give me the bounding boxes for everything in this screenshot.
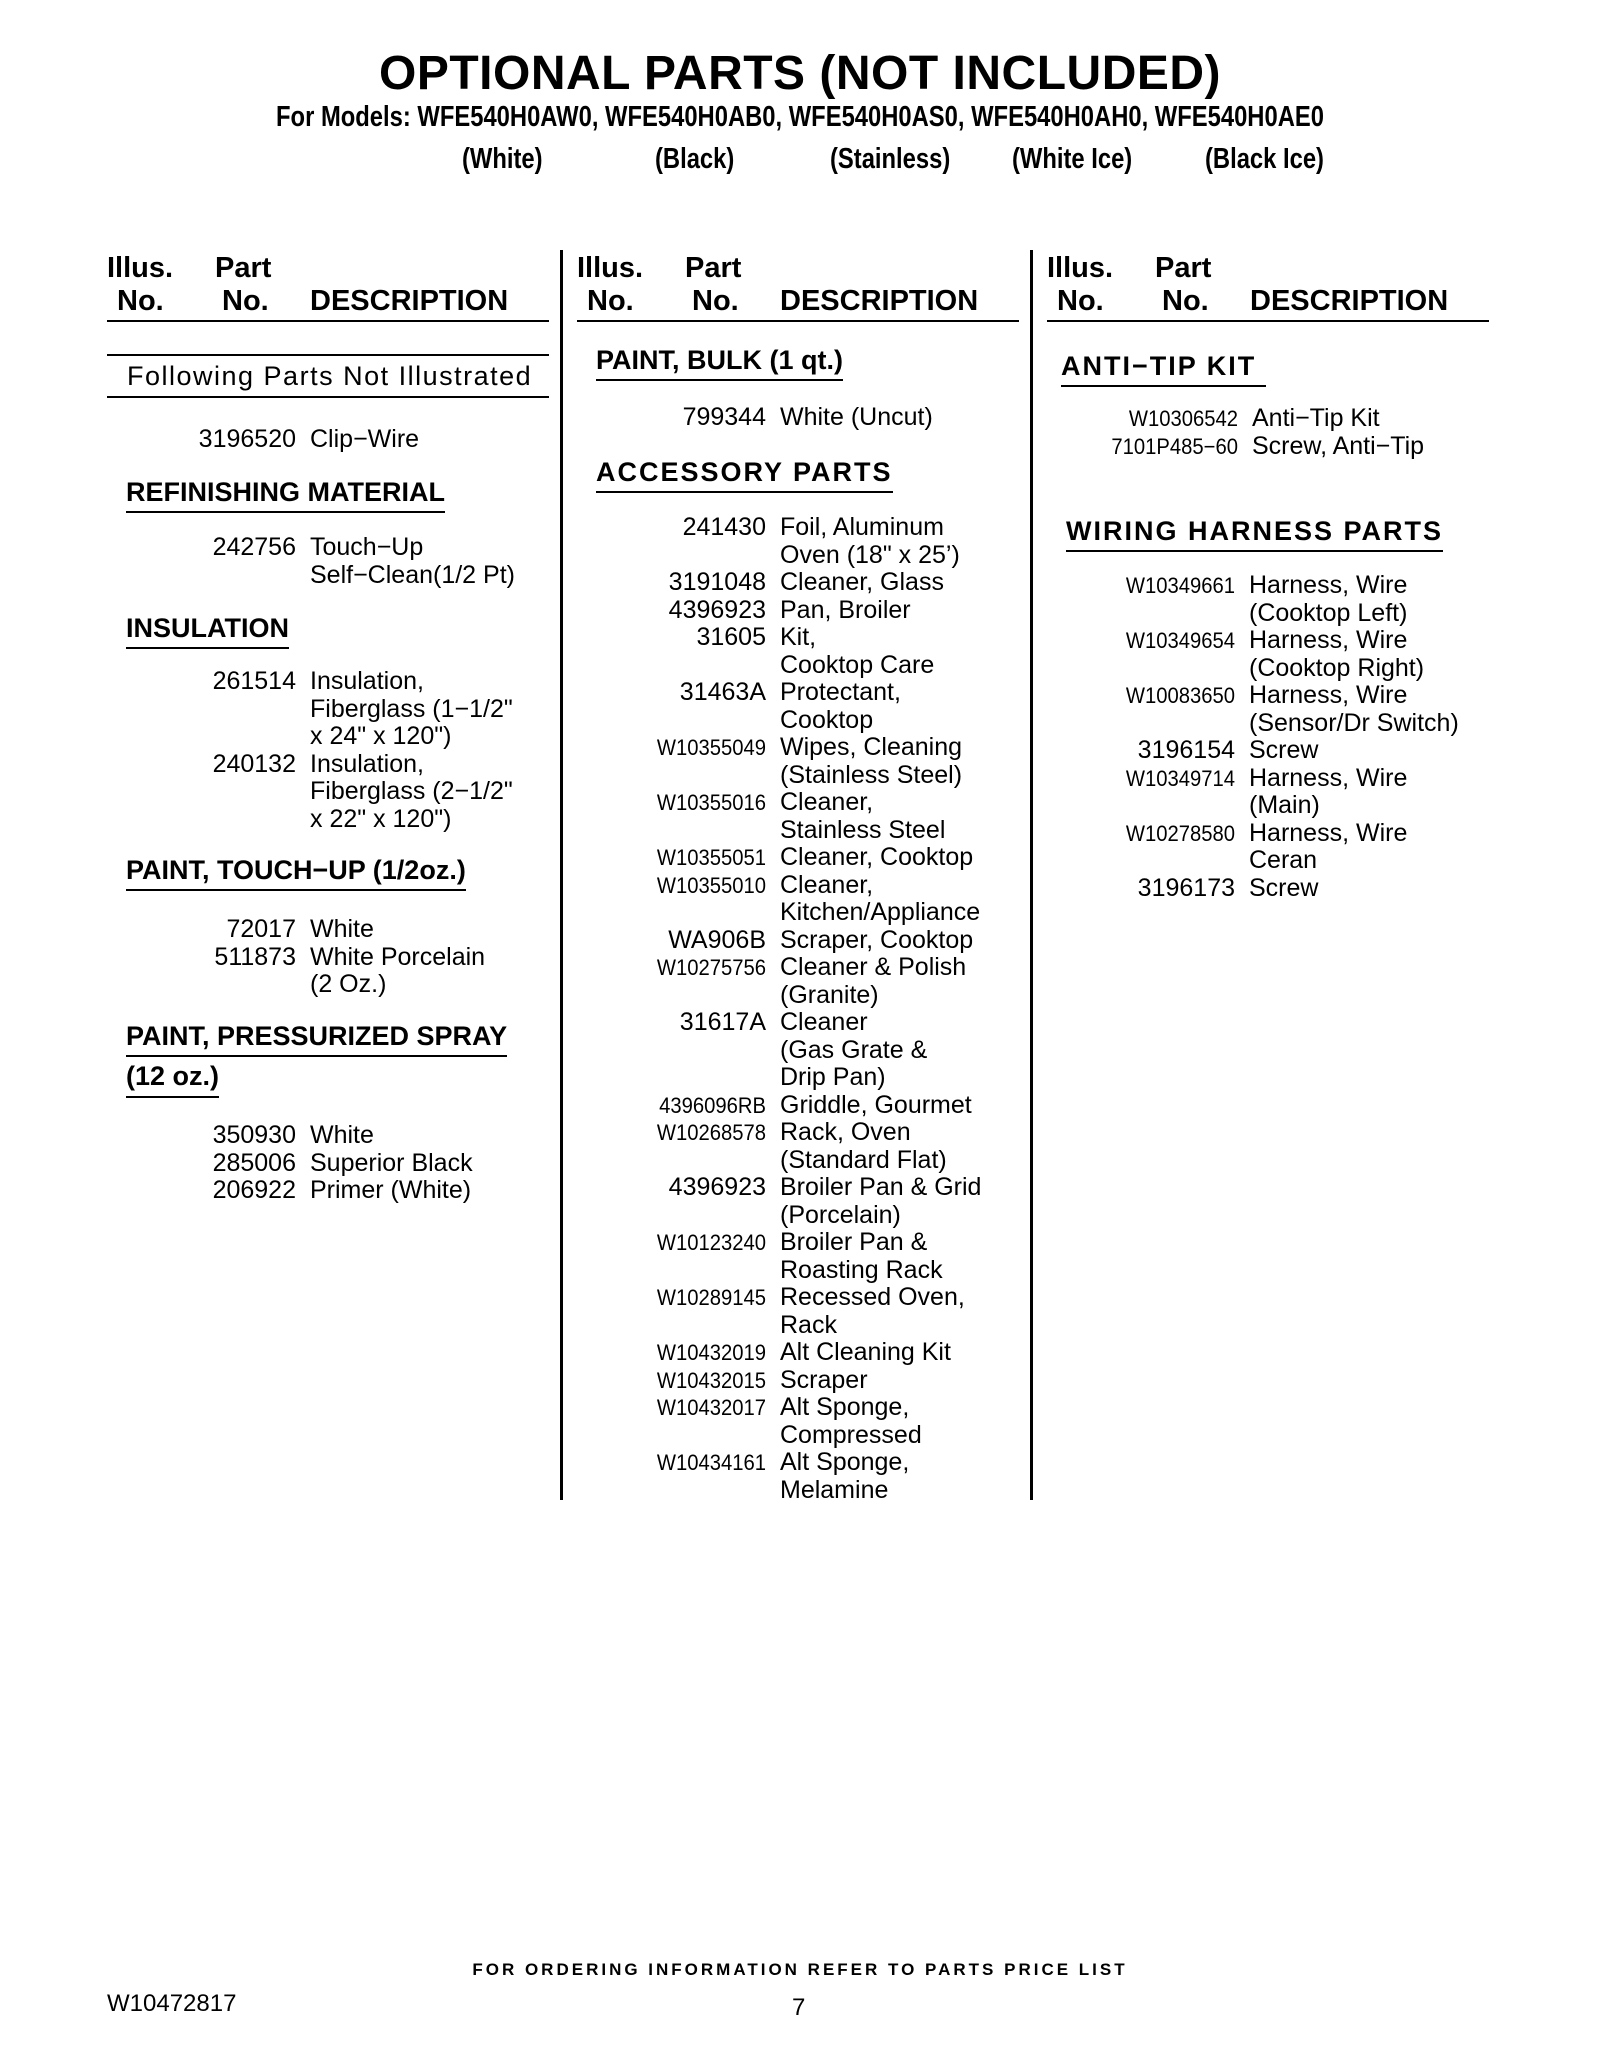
column-divider — [560, 250, 563, 1500]
part-description — [1249, 737, 1318, 765]
variant-stainless: (Stainless) — [830, 143, 951, 175]
part-number: 206922 — [212, 1176, 296, 1204]
not-illustrated-heading: Following Parts Not Illustrated — [107, 354, 549, 398]
part-row — [577, 1119, 981, 1174]
part-description — [780, 1009, 927, 1092]
model-variants — [400, 143, 1400, 179]
description-line: Drip Pan) — [780, 1063, 886, 1091]
document-number: W10472817 — [107, 1990, 237, 2017]
part-number: 4396923 — [668, 595, 766, 624]
description-line: Stainless Steel — [780, 815, 946, 844]
part-description — [1249, 682, 1459, 737]
description-line: Cleaner, — [780, 870, 874, 899]
description-line: Rack, Oven — [780, 1118, 911, 1146]
page-number: 7 — [792, 1994, 806, 2021]
part-row — [577, 569, 981, 597]
ordering-note: FOR ORDERING INFORMATION REFER TO PARTS PRICE LIST — [472, 1960, 1128, 1979]
description-line: Insulation, — [310, 667, 424, 695]
part-description — [1249, 820, 1407, 875]
section-title: PAINT, BULK (1 qt.) — [596, 344, 843, 381]
part-number: 31463A — [679, 678, 766, 706]
description-line: Roasting Rack — [780, 1255, 943, 1284]
description-line: Oven (18" x 25’) — [780, 540, 960, 569]
description-line: (Cooktop Right) — [1249, 653, 1425, 682]
part-row — [577, 1092, 981, 1120]
header-illus: Illus. — [107, 252, 174, 284]
description-line: Scraper, Cooktop — [780, 925, 974, 954]
part-description — [780, 1394, 922, 1449]
part-description — [780, 1229, 943, 1284]
column-2 — [577, 250, 1019, 1504]
header-illus: Illus. — [577, 252, 644, 284]
part-description — [780, 514, 960, 569]
part-description — [780, 1339, 951, 1367]
part-description — [780, 789, 945, 844]
header-illus: Illus. — [1047, 252, 1114, 284]
description-line: Protectant, — [780, 678, 901, 706]
part-description — [310, 426, 419, 454]
description-line: Kit, — [780, 623, 817, 651]
description-line: Fiberglass (2−1/2" — [310, 777, 513, 805]
part-description — [780, 569, 944, 597]
part-row — [577, 1367, 981, 1395]
part-number: W10355010 — [656, 872, 766, 898]
description-line: (Main) — [1249, 791, 1320, 819]
page-title: OPTIONAL PARTS (NOT INCLUDED) — [378, 47, 1222, 100]
part-row — [1047, 737, 1459, 765]
part-row — [107, 1150, 473, 1178]
part-row — [1047, 875, 1459, 903]
part-number: 350930 — [212, 1121, 296, 1149]
part-description — [1249, 572, 1407, 627]
description-line: Harness, Wire — [1249, 681, 1408, 709]
insulation-list — [107, 668, 513, 833]
column-header — [577, 250, 1019, 322]
part-row — [1047, 572, 1459, 627]
part-number: W10278580 — [1125, 820, 1235, 846]
part-number: 31605 — [696, 623, 766, 651]
section-title: INSULATION — [126, 612, 289, 649]
header-part: Part — [685, 252, 742, 284]
part-row — [107, 916, 485, 944]
part-number: W10355051 — [656, 845, 766, 870]
part-description — [780, 624, 934, 679]
description-line: Ceran — [1249, 846, 1318, 874]
part-row — [577, 624, 981, 679]
part-row — [577, 1009, 981, 1092]
variant-black-ice: (Black Ice) — [1205, 143, 1324, 175]
part-number: 4396923 — [668, 1173, 766, 1201]
part-row — [107, 751, 513, 834]
description-line: Melamine — [780, 1475, 889, 1504]
part-number: 4396096RB — [659, 1092, 766, 1118]
part-number: 285006 — [212, 1148, 296, 1177]
part-description — [780, 679, 901, 734]
column-header — [107, 250, 549, 322]
header-illus-no: No. — [117, 285, 164, 317]
loose-parts-list — [107, 426, 419, 454]
part-number: 72017 — [226, 915, 296, 943]
part-description — [310, 1177, 471, 1205]
part-number: 240132 — [212, 749, 296, 778]
description-line: Insulation, — [310, 749, 424, 778]
description-line: Cooktop — [780, 705, 874, 734]
description-line: Cleaner, Cooktop — [780, 843, 974, 871]
description-line: Fiberglass (1−1/2" — [310, 694, 513, 723]
part-number: 242756 — [212, 533, 296, 561]
header-description: DESCRIPTION — [780, 285, 979, 317]
refinishing-list — [107, 534, 515, 589]
description-line: Cleaner, — [780, 788, 874, 816]
part-number: 7101P485−60 — [1111, 433, 1238, 459]
part-number: W10275756 — [656, 955, 766, 980]
part-row — [1047, 765, 1459, 820]
description-line: Foil, Aluminum — [780, 513, 944, 541]
part-number: W10355016 — [656, 790, 766, 815]
part-row — [1047, 820, 1459, 875]
header-part-no: No. — [1162, 285, 1209, 317]
column-header — [1047, 250, 1489, 322]
description-line: Cooktop Care — [780, 650, 935, 679]
part-row — [577, 872, 981, 927]
part-description — [780, 927, 973, 955]
description-line: (Granite) — [780, 980, 879, 1009]
description-line: Screw — [1249, 736, 1319, 764]
part-description — [310, 1150, 473, 1178]
part-row — [107, 1122, 473, 1150]
bulk-list — [577, 404, 933, 432]
part-description — [780, 1449, 909, 1504]
part-row — [577, 1284, 981, 1339]
header-part: Part — [1155, 252, 1212, 284]
part-number: W10289145 — [656, 1285, 766, 1310]
description-line: (Cooktop Left) — [1249, 598, 1408, 627]
description-line: White — [310, 915, 374, 943]
antitip-list — [1047, 405, 1424, 460]
column-3 — [1047, 250, 1489, 902]
description-line: (Stainless Steel) — [780, 760, 963, 789]
part-description — [780, 1284, 965, 1339]
description-line: Cleaner, Glass — [780, 568, 944, 596]
description-line: Harness, Wire — [1249, 626, 1408, 654]
description-line: Touch−Up — [310, 533, 424, 561]
part-number: W10083650 — [1125, 683, 1235, 708]
part-number: W10349654 — [1125, 628, 1235, 653]
description-line: Alt Sponge, — [780, 1448, 910, 1476]
description-line: (Porcelain) — [780, 1200, 901, 1229]
part-number: W10432015 — [656, 1367, 766, 1393]
part-row — [107, 1177, 473, 1205]
description-line: Wipes, Cleaning — [780, 733, 963, 761]
section-title: PAINT, TOUCH−UP (1/2oz.) — [126, 854, 466, 891]
part-number: W10268578 — [656, 1120, 766, 1145]
part-row — [577, 597, 981, 625]
part-number: 3196154 — [1137, 736, 1235, 764]
part-number: W10434161 — [656, 1450, 766, 1475]
refinishing-section — [126, 476, 445, 513]
part-description — [780, 597, 911, 625]
spray-section — [126, 1020, 507, 1098]
part-description — [310, 1122, 374, 1150]
part-description — [1249, 875, 1318, 903]
description-line: White Porcelain — [310, 942, 486, 971]
part-number: 511873 — [214, 942, 296, 971]
accessory-list — [577, 514, 981, 1504]
touchup-list — [107, 916, 485, 999]
insulation-section — [126, 612, 289, 649]
part-row — [107, 944, 485, 999]
column-1 — [107, 250, 549, 1204]
description-line: Broiler Pan & Grid — [780, 1173, 982, 1201]
description-line: Broiler Pan & — [780, 1228, 928, 1256]
part-number: W10349714 — [1125, 765, 1235, 791]
description-line: Clip−Wire — [310, 425, 420, 453]
description-line: Cleaner & Polish — [780, 953, 967, 981]
part-row — [577, 927, 981, 955]
column-divider — [1030, 250, 1033, 1500]
variant-white: (White) — [462, 143, 543, 175]
part-row — [577, 954, 981, 1009]
description-line: Harness, Wire — [1249, 818, 1408, 847]
part-number: W10432017 — [656, 1395, 766, 1420]
header-part-no: No. — [692, 285, 739, 317]
part-row — [577, 1449, 981, 1504]
part-description — [1249, 627, 1424, 682]
description-line: Rack — [780, 1310, 837, 1339]
part-description — [1252, 433, 1424, 461]
part-number: W10349661 — [1125, 573, 1235, 598]
part-row — [577, 1339, 981, 1367]
variant-white-ice: (White Ice) — [1012, 143, 1133, 175]
description-line: (2 Oz.) — [310, 970, 387, 998]
part-description — [310, 534, 515, 589]
description-line: (Standard Flat) — [780, 1145, 947, 1174]
part-description — [780, 954, 966, 1009]
description-line: Kitchen/Appliance — [780, 898, 981, 926]
header-part: Part — [215, 252, 272, 284]
part-row — [107, 426, 419, 454]
not-illustrated-section — [107, 354, 549, 398]
antitip-section — [1061, 350, 1266, 387]
header-description: DESCRIPTION — [310, 285, 509, 317]
part-number: W10123240 — [656, 1230, 766, 1255]
header-part-no: No. — [222, 285, 269, 317]
part-row — [577, 1174, 981, 1229]
description-line: x 22" x 120") — [310, 804, 452, 833]
wiring-section — [1066, 515, 1443, 552]
description-line: White — [310, 1121, 374, 1149]
description-line: (Sensor/Dr Switch) — [1249, 708, 1459, 737]
section-title-line2: (12 oz.) — [126, 1060, 219, 1097]
section-title: REFINISHING MATERIAL — [126, 476, 445, 513]
spray-list — [107, 1122, 473, 1205]
description-line: Primer (White) — [310, 1176, 472, 1204]
description-line: Harness, Wire — [1249, 763, 1408, 792]
section-title: ACCESSORY PARTS — [596, 456, 893, 493]
part-number: W10355049 — [656, 735, 766, 760]
header-description: DESCRIPTION — [1250, 285, 1449, 317]
part-number: 799344 — [682, 403, 766, 431]
description-line: Screw, Anti−Tip — [1252, 431, 1425, 460]
part-row — [577, 679, 981, 734]
part-description — [310, 944, 485, 999]
section-title: ANTI−TIP KIT — [1061, 350, 1266, 387]
part-number: W10432019 — [656, 1340, 766, 1365]
part-description — [780, 734, 962, 789]
section-title: PAINT, PRESSURIZED SPRAY — [126, 1020, 507, 1057]
part-number: W10306542 — [1128, 406, 1238, 431]
description-line: Anti−Tip Kit — [1252, 404, 1380, 432]
part-row — [577, 789, 981, 844]
part-description — [780, 1119, 947, 1174]
part-description — [310, 751, 513, 834]
part-row — [577, 514, 981, 569]
part-number: 3196520 — [198, 425, 296, 453]
part-description — [310, 916, 374, 944]
description-line: Recessed Oven, — [780, 1283, 965, 1311]
part-number: WA906B — [668, 925, 766, 954]
part-description — [780, 1174, 981, 1229]
part-description — [780, 404, 933, 432]
part-row — [1047, 405, 1424, 433]
description-line: Self−Clean(1/2 Pt) — [310, 560, 515, 589]
description-line: Cleaner — [780, 1008, 868, 1036]
description-line: (Gas Grate & — [780, 1035, 928, 1064]
part-number: 3196173 — [1137, 873, 1235, 902]
description-line: Griddle, Gourmet — [780, 1090, 972, 1119]
models-line: For Models: WFE540H0AW0, WFE540H0AB0, WFE540H0AS0, WFE540H0AH0, WFE540H0AE0 — [276, 101, 1324, 133]
part-description — [780, 844, 973, 872]
header-illus-no: No. — [1057, 285, 1104, 317]
variant-black: (Black) — [655, 143, 735, 175]
part-description — [780, 1367, 868, 1395]
part-description — [1252, 405, 1380, 433]
part-description — [1249, 765, 1407, 820]
part-row — [577, 1229, 981, 1284]
part-row — [577, 1394, 981, 1449]
description-line: Alt Sponge, — [780, 1393, 910, 1421]
section-title: WIRING HARNESS PARTS — [1066, 515, 1443, 552]
part-row — [1047, 627, 1459, 682]
part-row — [577, 404, 933, 432]
part-number: 261514 — [212, 667, 296, 695]
accessory-section — [596, 456, 893, 493]
part-row — [577, 734, 981, 789]
part-description — [310, 668, 513, 751]
description-line: Harness, Wire — [1249, 571, 1408, 599]
part-row — [107, 668, 513, 751]
touchup-section — [126, 854, 466, 891]
description-line: Pan, Broiler — [780, 595, 911, 624]
description-line: Screw — [1249, 873, 1319, 902]
part-number: 31617A — [679, 1008, 766, 1036]
part-row — [1047, 682, 1459, 737]
part-row — [577, 844, 981, 872]
description-line: White (Uncut) — [780, 403, 933, 431]
description-line: Alt Cleaning Kit — [780, 1338, 951, 1366]
part-number: 3191048 — [668, 568, 766, 596]
description-line: Scraper — [780, 1365, 868, 1394]
description-line: x 24" x 120") — [310, 722, 452, 750]
header-illus-no: No. — [587, 285, 634, 317]
wiring-list — [1047, 572, 1459, 902]
bulk-section — [596, 344, 843, 381]
part-description — [780, 872, 980, 927]
description-line: Compressed — [780, 1420, 922, 1449]
part-row — [1047, 433, 1424, 461]
description-line: Superior Black — [310, 1148, 473, 1177]
part-row — [107, 534, 515, 589]
part-number: 241430 — [682, 513, 766, 541]
part-description — [780, 1092, 972, 1120]
